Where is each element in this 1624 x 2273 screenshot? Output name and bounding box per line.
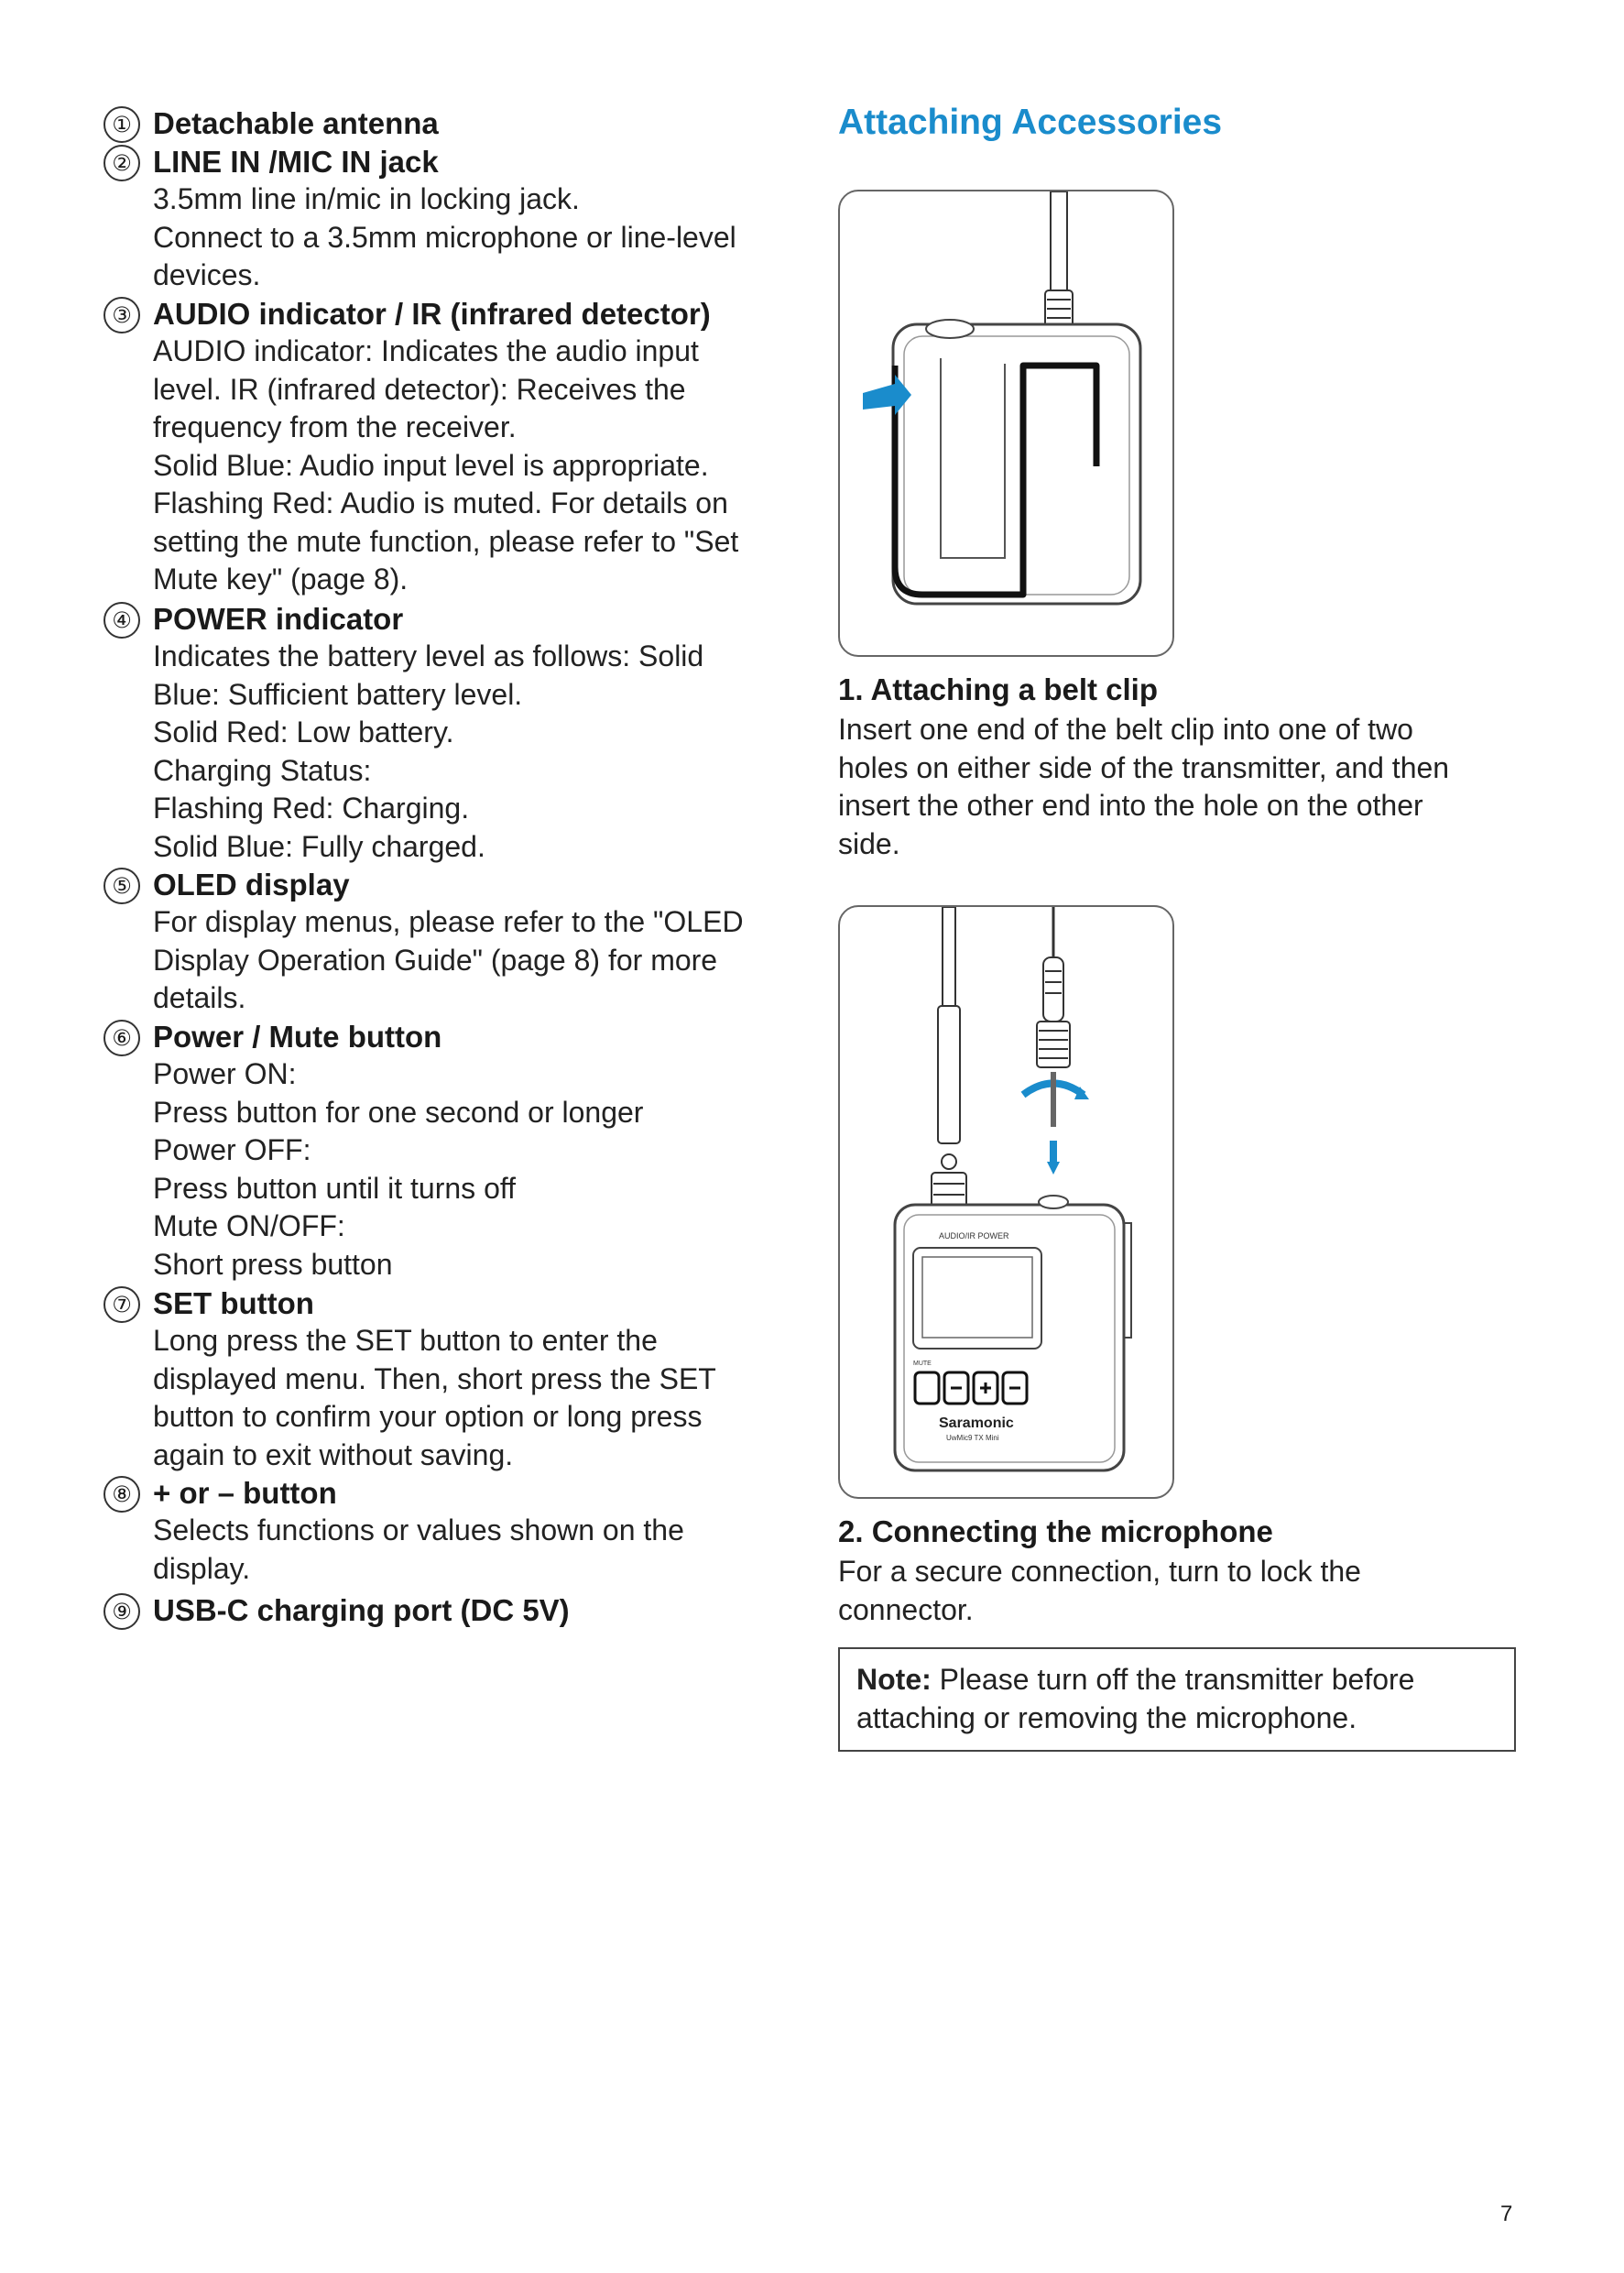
item-title: OLED display <box>153 868 350 902</box>
description-line: Display Operation Guide" (page 8) for more <box>153 943 718 977</box>
microphone-connection-illustration <box>838 905 1174 1499</box>
section-title: Attaching Accessories <box>838 103 1223 142</box>
description-line: setting the mute function, please refer to "Set <box>153 524 739 558</box>
description-line: display. <box>153 1551 251 1585</box>
description-line: devices. <box>153 258 261 291</box>
item-title: LINE IN /MIC IN jack <box>153 145 439 179</box>
description-line: Short press button <box>153 1247 393 1281</box>
paragraph-line: connector. <box>838 1592 974 1626</box>
description-line: Press button until it turns off <box>153 1171 517 1205</box>
note-line-2: attaching or removing the microphone. <box>856 1701 1357 1734</box>
item-number: ⑧ <box>104 1476 140 1513</box>
transmitter-microphone-drawing <box>840 907 1172 1497</box>
item-description <box>153 1322 794 1474</box>
item-number: ⑦ <box>104 1286 140 1323</box>
description-line: Indicates the battery level as follows: Solid <box>153 639 704 672</box>
step1-heading: 1. Attaching a belt clip <box>838 672 1158 706</box>
device-brand-label: Saramonic <box>939 1415 1014 1431</box>
item-description <box>153 180 794 295</box>
paragraph-line: holes on either side of the transmitter, and then <box>838 750 1450 784</box>
item-title: Detachable antenna <box>153 106 439 140</box>
item-title: POWER indicator <box>153 602 404 636</box>
step2-heading: 2. Connecting the microphone <box>838 1514 1273 1548</box>
description-line: button to confirm your option or long press <box>153 1400 703 1433</box>
description-line: again to exit without saving. <box>153 1437 514 1471</box>
paragraph-line: side. <box>838 826 900 860</box>
item-title: Power / Mute button <box>153 1020 442 1054</box>
paragraph-line: For a secure connection, turn to lock the <box>838 1555 1361 1588</box>
item-number: ② <box>104 145 140 181</box>
item-title: AUDIO indicator / IR (infrared detector) <box>153 297 711 331</box>
description-line: Solid Blue: Fully charged. <box>153 829 485 863</box>
item-number: ① <box>104 106 140 143</box>
step2-text <box>838 1553 1534 1629</box>
description-line: Flashing Red: Audio is muted. For details on <box>153 486 728 519</box>
item-description <box>153 1055 794 1284</box>
paragraph-line: Insert one end of the belt clip into one of two <box>838 713 1413 746</box>
item-number: ③ <box>104 297 140 333</box>
description-line: details. <box>153 981 246 1014</box>
description-line: Charging Status: <box>153 753 372 787</box>
description-line: displayed menu. Then, short press the SET <box>153 1361 716 1395</box>
description-line: Power ON: <box>153 1057 297 1090</box>
step1-text <box>838 711 1534 863</box>
belt-clip-illustration <box>838 190 1174 657</box>
item-title: SET button <box>153 1286 314 1320</box>
description-line: Blue: Sufficient battery level. <box>153 677 523 711</box>
transmitter-belt-clip-drawing <box>840 191 1172 655</box>
description-line: AUDIO indicator: Indicates the audio input <box>153 334 699 367</box>
description-line: Long press the SET button to enter the <box>153 1324 658 1357</box>
description-line: Connect to a 3.5mm microphone or line-level <box>153 220 736 254</box>
description-line: Flashing Red: Charging. <box>153 792 470 825</box>
note-text: Please turn off the transmitter before <box>931 1663 1415 1696</box>
description-line: Mute ON/OFF: <box>153 1209 345 1242</box>
description-line: Mute key" (page 8). <box>153 563 409 596</box>
item-title: + or – button <box>153 1476 337 1510</box>
description-line: level. IR (infrared detector): Receives the <box>153 372 686 406</box>
description-line: 3.5mm line in/mic in locking jack. <box>153 182 580 215</box>
page-number: 7 <box>1500 2202 1513 2226</box>
device-mute-label: MUTE <box>913 1361 932 1367</box>
item-number: ⑥ <box>104 1020 140 1056</box>
description-line: Power OFF: <box>153 1133 311 1166</box>
description-line: Press button for one second or longer <box>153 1095 644 1129</box>
paragraph-line: insert the other end into the hole on the other <box>838 789 1423 822</box>
description-line: For display menus, please refer to the "OLED <box>153 905 744 938</box>
note-label: Note: <box>856 1663 932 1696</box>
item-description <box>153 638 794 866</box>
description-line: Solid Red: Low battery. <box>153 716 454 749</box>
item-description <box>153 333 794 599</box>
description-line: Solid Blue: Audio input level is appropriate. <box>153 448 709 482</box>
item-description <box>153 1512 794 1588</box>
item-number: ⑤ <box>104 868 140 904</box>
device-top-label: AUDIO/IR POWER <box>939 1231 1009 1240</box>
note-box <box>838 1647 1516 1752</box>
device-model-label: UwMic9 TX Mini <box>946 1434 999 1442</box>
item-number: ④ <box>104 602 140 639</box>
item-description <box>153 903 794 1018</box>
item-title: USB-C charging port (DC 5V) <box>153 1593 570 1627</box>
description-line: frequency from the receiver. <box>153 410 517 443</box>
description-line: Selects functions or values shown on the <box>153 1514 684 1546</box>
item-number: ⑨ <box>104 1593 140 1630</box>
note-line-1 <box>856 1660 1498 1699</box>
